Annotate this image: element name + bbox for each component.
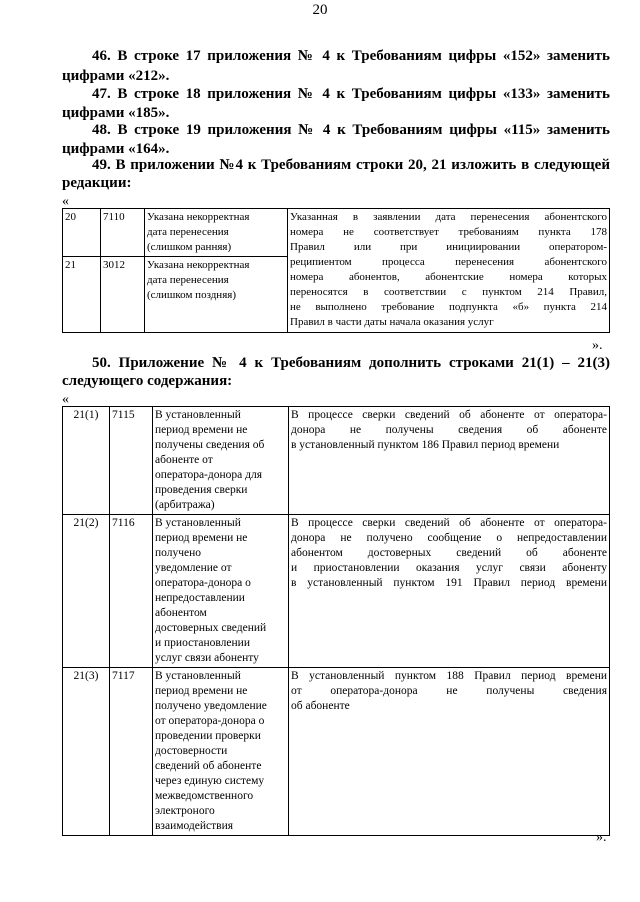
description-line: оператора-донора о bbox=[155, 577, 251, 589]
description-line: межведомственного bbox=[155, 790, 254, 802]
explanation-line: Правил или при инициировании оператором- bbox=[290, 241, 607, 253]
error-code-cell bbox=[110, 668, 153, 836]
paragraph-49-line-1: 49. В приложении №4 к Требованиям строки 20, 21 изложить в следующей bbox=[92, 157, 610, 173]
description-line: Указана некорректная bbox=[147, 211, 250, 223]
explanation-line: В процессе сверки сведений об абоненте от оператора- bbox=[291, 409, 607, 421]
description-line: получено bbox=[155, 547, 202, 559]
error-code: 3012 bbox=[103, 259, 125, 271]
error-description-cell bbox=[145, 257, 288, 333]
explanation-line: Указанная в заявлении дата перенесения абонентского bbox=[290, 211, 607, 223]
error-code: 7110 bbox=[103, 211, 125, 223]
error-code-cell bbox=[101, 209, 145, 257]
description-line: получено уведомление bbox=[155, 700, 267, 712]
error-description-cell bbox=[145, 209, 288, 257]
explanation-line: от оператора-донора не получены сведения bbox=[291, 685, 607, 697]
description-line: дата перенесения bbox=[147, 226, 229, 238]
description-line: В установленный bbox=[155, 517, 241, 529]
explanation-line: в установленный пунктом 191 Правил период времени bbox=[291, 577, 607, 589]
paragraph-48 bbox=[62, 122, 610, 162]
table-rows-21-1-to-21-3 bbox=[62, 406, 610, 836]
row-number-cell bbox=[63, 209, 101, 257]
paragraph-47 bbox=[62, 86, 610, 126]
explanation-line: реципиентом процесса перенесения абонентского bbox=[290, 256, 607, 268]
paragraph-50-line-1: 50. Приложение № 4 к Требованиям дополнить строками 21(1) – 21(3) bbox=[92, 355, 610, 371]
row-number-cell bbox=[63, 407, 110, 515]
error-description-cell bbox=[153, 407, 289, 515]
description-line: период времени не bbox=[155, 424, 248, 436]
error-code: 7117 bbox=[112, 670, 135, 682]
description-line: В установленный bbox=[155, 670, 241, 682]
description-line: электроного bbox=[155, 805, 215, 817]
description-line: сведений об абоненте bbox=[155, 760, 262, 772]
explanation-line: об абоненте bbox=[291, 700, 350, 712]
error-explanation-cell bbox=[289, 515, 610, 668]
explanation-line: донора не получены сведения об абоненте bbox=[291, 424, 607, 436]
error-code-cell bbox=[110, 515, 153, 668]
table-rows-20-21 bbox=[62, 208, 610, 333]
paragraph-47-line-1: 47. В строке 18 приложения № 4 к Требованиям цифры «133» заменить bbox=[92, 86, 610, 102]
explanation-line: переносятся в соответствии с пунктом 214 Правил, bbox=[290, 286, 607, 298]
paragraph-49 bbox=[62, 157, 610, 197]
explanation-line: номера абонентов, абонентские номера которых bbox=[290, 271, 607, 283]
description-line: абоненте от bbox=[155, 454, 213, 466]
explanation-line: В установленный пунктом 188 Правил период времени bbox=[291, 670, 607, 682]
description-line: достоверности bbox=[155, 745, 228, 757]
opening-quote-2: « bbox=[62, 392, 69, 407]
error-explanation-cell bbox=[288, 209, 610, 333]
table-row bbox=[63, 668, 610, 836]
table-row bbox=[63, 407, 610, 515]
error-code-cell bbox=[101, 257, 145, 333]
explanation-line: донора не получено сообщение о непредоставлении bbox=[291, 532, 607, 544]
error-description-cell bbox=[153, 515, 289, 668]
explanation-line: в установленный пунктом 186 Правил период времени bbox=[291, 439, 560, 451]
paragraph-46-line-2: цифрами «212». bbox=[62, 68, 170, 84]
description-line: и приостановлении bbox=[155, 637, 250, 649]
description-line: период времени не bbox=[155, 532, 248, 544]
description-line: через единую систему bbox=[155, 775, 265, 787]
explanation-line: номера не соответствует требованиям пункта 178 bbox=[290, 226, 607, 238]
paragraph-50-line-2: следующего содержания: bbox=[62, 373, 233, 389]
description-line: проведения сверки bbox=[155, 484, 248, 496]
closing-quote-2: ». bbox=[596, 830, 607, 845]
table-row bbox=[63, 515, 610, 668]
explanation-line: не выполнено требование подпункта «б» пункта 214 bbox=[290, 301, 607, 313]
description-line: от оператора-донора о bbox=[155, 715, 265, 727]
row-number: 20 bbox=[65, 211, 76, 223]
row-number: 21(1) bbox=[73, 409, 99, 421]
description-line: непредоставлении bbox=[155, 592, 245, 604]
description-line: период времени не bbox=[155, 685, 248, 697]
description-line: абонентом bbox=[155, 607, 207, 619]
error-code-cell bbox=[110, 407, 153, 515]
paragraph-49-line-2: редакции: bbox=[62, 175, 132, 191]
paragraph-46 bbox=[62, 48, 610, 88]
explanation-line: Правил в части даты начала оказания услуг bbox=[290, 316, 494, 328]
error-code: 7115 bbox=[112, 409, 135, 421]
description-line: достоверных сведений bbox=[155, 622, 267, 634]
paragraph-48-line-2: цифрами «164». bbox=[62, 141, 170, 157]
explanation-line: В процессе сверки сведений об абоненте от оператора- bbox=[291, 517, 607, 529]
row-number-cell bbox=[63, 668, 110, 836]
description-line: (арбитража) bbox=[155, 499, 215, 511]
description-line: (слишком ранняя) bbox=[147, 241, 232, 253]
description-line: проведении проверки bbox=[155, 730, 261, 742]
row-number-cell bbox=[63, 257, 101, 333]
paragraph-46-line-1: 46. В строке 17 приложения № 4 к Требованиям цифры «152» заменить bbox=[92, 48, 610, 64]
closing-quote-1: ». bbox=[592, 338, 603, 353]
row-number: 21(3) bbox=[73, 670, 99, 682]
explanation-line: абонентом достоверных сведений об абоненте bbox=[291, 547, 607, 559]
opening-quote-1: « bbox=[62, 194, 69, 209]
description-line: В установленный bbox=[155, 409, 241, 421]
paragraph-50 bbox=[62, 355, 610, 395]
description-line: получены сведения об bbox=[155, 439, 265, 451]
row-number: 21 bbox=[65, 259, 76, 271]
error-description-cell bbox=[153, 668, 289, 836]
error-explanation-cell bbox=[289, 407, 610, 515]
description-line: Указана некорректная bbox=[147, 259, 250, 271]
explanation-line: и приостановлении оказания услуг связи абоненту bbox=[291, 562, 607, 574]
table-row bbox=[63, 209, 610, 257]
description-line: услуг связи абоненту bbox=[155, 652, 259, 664]
description-line: дата перенесения bbox=[147, 274, 229, 286]
description-line: взаимодействия bbox=[155, 820, 234, 832]
description-line: (слишком поздняя) bbox=[147, 289, 236, 301]
paragraph-47-line-2: цифрами «185». bbox=[62, 105, 170, 121]
paragraph-48-line-1: 48. В строке 19 приложения № 4 к Требованиям цифры «115» заменить bbox=[92, 122, 610, 138]
description-line: оператора-донора для bbox=[155, 469, 262, 481]
row-number: 21(2) bbox=[73, 517, 99, 529]
error-code: 7116 bbox=[112, 517, 135, 529]
page-number: 20 bbox=[312, 2, 328, 18]
error-explanation-cell bbox=[289, 668, 610, 836]
row-number-cell bbox=[63, 515, 110, 668]
description-line: уведомление от bbox=[155, 562, 232, 574]
